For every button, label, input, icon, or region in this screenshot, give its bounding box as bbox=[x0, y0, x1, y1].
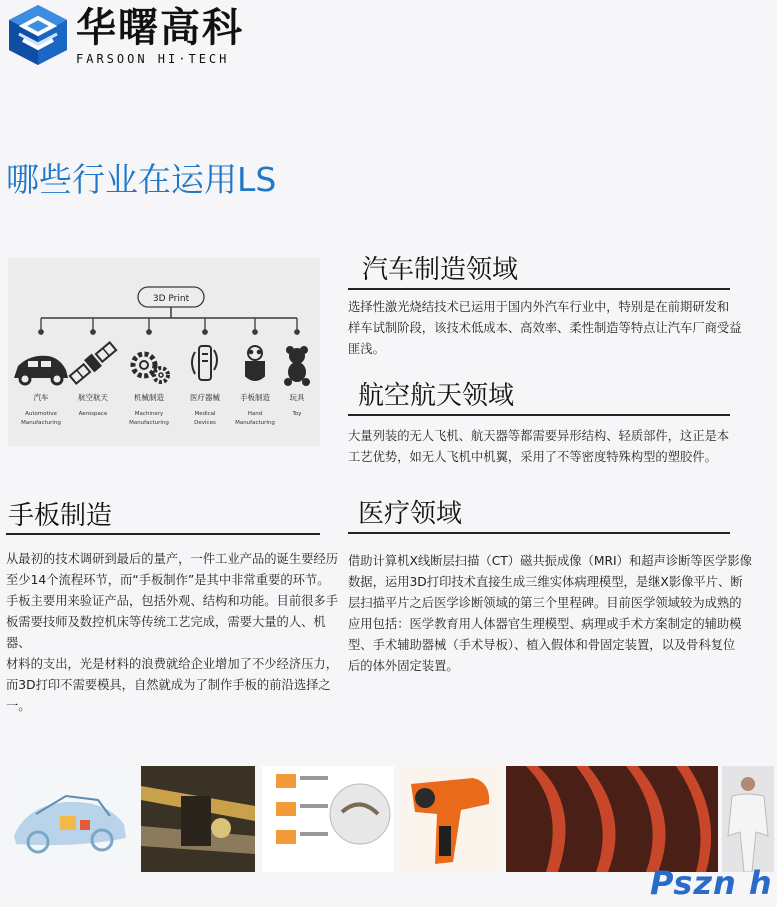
page-title: 哪些行业在运用LS bbox=[6, 160, 277, 199]
industry-en-hand: Hand Manufacturing bbox=[235, 411, 275, 426]
industry-en-toy: Toy bbox=[292, 411, 302, 417]
industry-label-aero: 航空航天 bbox=[78, 393, 108, 402]
aero-line: 大量列装的无人飞机、航天器等都需要异形结构、轻质部件，这正是本 bbox=[348, 429, 730, 443]
industry-en-aero: Aerospace bbox=[78, 411, 108, 417]
hand-model-icon bbox=[246, 346, 264, 380]
medical-line: 型、手术辅助器械（手术导板）、植入假体和骨固定装置，以及骨科复位 bbox=[348, 638, 736, 652]
satellite-icon bbox=[68, 340, 118, 386]
section-rule-medical bbox=[348, 532, 730, 534]
section-rule-hand bbox=[6, 533, 320, 535]
medical-guide-diagram-image bbox=[262, 766, 394, 872]
industry-en-machinery: Machinery Manufacturing bbox=[129, 411, 169, 426]
industry-label-hand: 手板制造 bbox=[240, 393, 270, 402]
brand-logo-icon bbox=[7, 4, 69, 66]
industry-label-auto: 汽车 bbox=[33, 393, 49, 402]
auto-line: 选择性激光烧结技术已运用于国内外汽车行业中，特别是在前期研发和 bbox=[348, 300, 730, 314]
hand-line: 而3D打印不需要模具，自然就成为了制作手板的前沿选择之一。 bbox=[6, 678, 331, 713]
red-sculpture-image bbox=[506, 766, 718, 872]
medical-line: 数据，运用3D打印技术直接生成三维实体病理模型，是继X影像平片、断 bbox=[348, 575, 743, 589]
orange-drill-image bbox=[401, 766, 501, 872]
engine-parts-image bbox=[141, 766, 255, 872]
section-title-hand: 手板制造 bbox=[8, 501, 113, 531]
teddy-bear-icon bbox=[284, 346, 310, 386]
industry-en-auto: Automotive Manufacturing bbox=[21, 411, 61, 426]
fashion-figure-image bbox=[722, 766, 774, 872]
watermark: Pszn h bbox=[650, 864, 773, 902]
medical-line: 层扫描平片之后医学诊断领域的第三个里程碑。目前医学领域较为成熟的 bbox=[348, 596, 742, 610]
hand-line: 手板主要用来验证产品，包括外观、结构和功能。目前很多手 bbox=[6, 594, 339, 608]
medical-line: 借助计算机X线断层扫描（CT）磁共振成像（MRI）和超声诊断等医学影像 bbox=[348, 554, 752, 568]
car-icon bbox=[14, 356, 68, 384]
medical-line: 后的体外固定装置。 bbox=[348, 659, 459, 673]
section-rule-aero bbox=[348, 414, 730, 416]
industry-en-medical: Medical Devices bbox=[194, 411, 216, 426]
brand-name-cn: 华曙高科 bbox=[76, 5, 244, 51]
hand-line: 从最初的技术调研到最后的量产，一件工业产品的诞生要经历 bbox=[6, 552, 339, 566]
auto-line: 样车试制阶段，该技术低成本、高效率、柔性制造等特点让汽车厂商受益 bbox=[348, 321, 742, 335]
section-rule-auto bbox=[348, 288, 730, 290]
gears-icon bbox=[133, 354, 168, 382]
medical-line: 应用包括：医学教育用人体器官生理模型、病理或手术方案制定的辅助模 bbox=[348, 617, 742, 631]
section-body-medical bbox=[348, 551, 758, 677]
auto-line: 匪浅。 bbox=[348, 342, 385, 356]
industry-label-medical: 医疗器械 bbox=[190, 393, 220, 402]
industry-infographic bbox=[8, 258, 320, 446]
medical-device-icon bbox=[192, 346, 217, 380]
section-body-auto bbox=[348, 297, 748, 360]
section-title-auto: 汽车制造领域 bbox=[362, 255, 519, 285]
hand-line: 至少14个流程环节，而“手板制作”是其中非常重要的环节。 bbox=[6, 573, 330, 587]
section-body-hand bbox=[6, 549, 346, 717]
industry-label-toy: 玩具 bbox=[289, 393, 305, 402]
section-title-medical: 医疗领域 bbox=[358, 499, 463, 529]
aero-line: 工艺优势，如无人飞机中机翼，采用了不等密度特殊构型的塑胶件。 bbox=[348, 450, 717, 464]
infographic-root-label: 3D Print bbox=[152, 294, 190, 304]
brand-name-en: FARSOON HI·TECH bbox=[76, 52, 230, 66]
section-body-aero bbox=[348, 426, 748, 468]
car-xray-image bbox=[6, 766, 134, 872]
hand-line: 材料的支出，光是材料的浪费就给企业增加了不少经济压力， bbox=[6, 657, 339, 671]
industry-label-machinery: 机械制造 bbox=[134, 393, 164, 402]
hand-line: 板需要技师及数控机床等传统工艺完成，需要大量的人、机器、 bbox=[6, 615, 326, 650]
section-title-aero: 航空航天领域 bbox=[358, 381, 515, 411]
